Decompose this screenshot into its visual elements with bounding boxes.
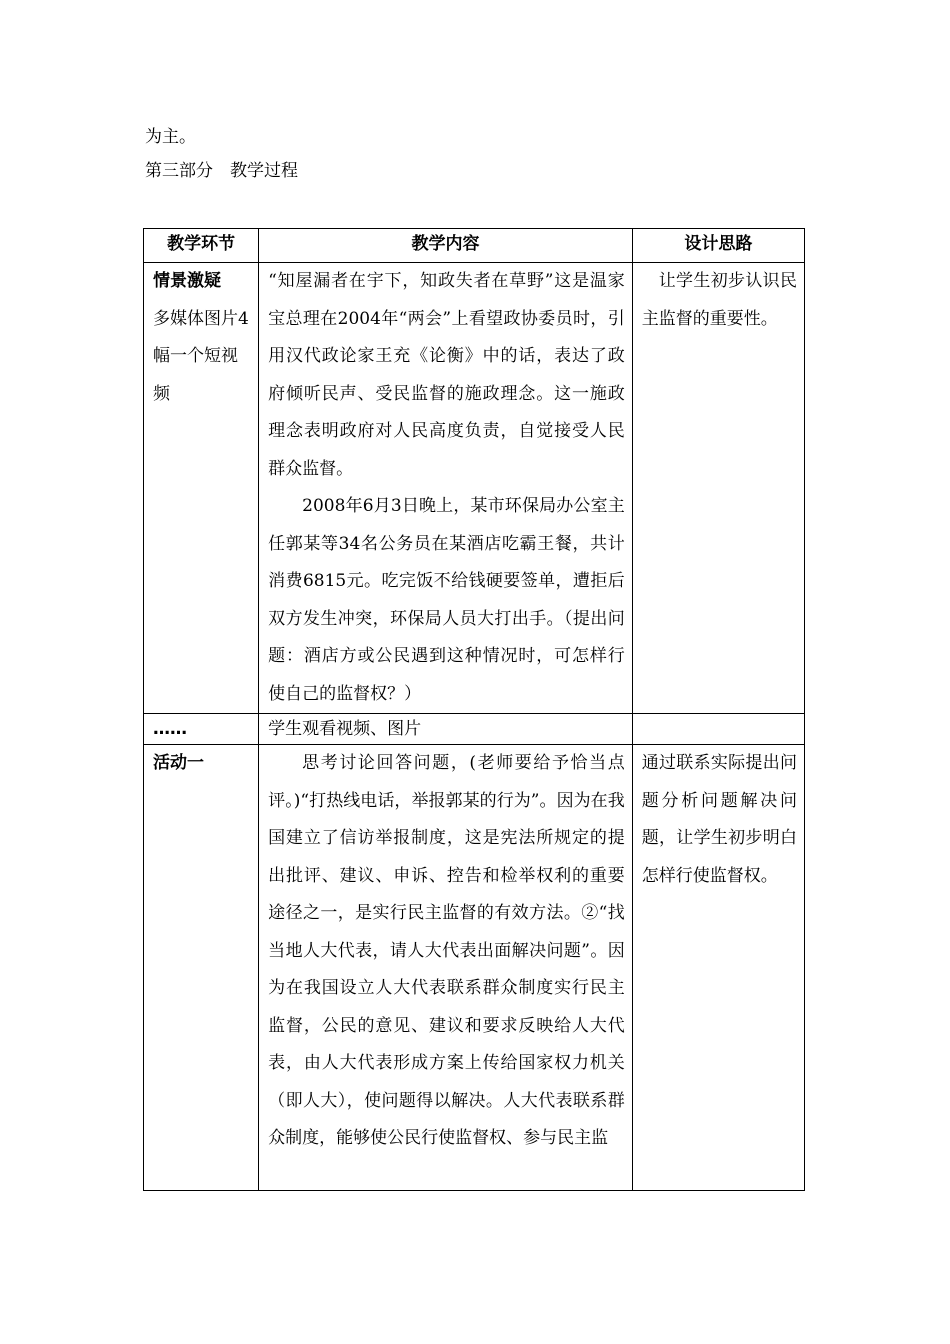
header-content: 教学内容 (259, 229, 633, 263)
content-cell (259, 745, 633, 1191)
stage-cell (144, 714, 259, 745)
design-cell: 通过联系实际提出问题分析问题解决问题，让学生初步明白怎样行使监督权。 (632, 745, 804, 1191)
stage-name: 情景激疑 (153, 271, 221, 291)
content-cell (259, 714, 633, 745)
table-row (144, 745, 805, 1191)
stage-note: 多媒体图片4幅一个短视频 (153, 308, 249, 404)
stage-name: 活动一 (153, 753, 204, 773)
header-stage: 教学环节 (144, 229, 259, 263)
content-paragraph: “知屋漏者在宇下，知政失者在草野”这是温家宝总理在2004年“两会”上看望政协委员时，引用汉代政论家王充《论衡》中的话，表达了政府倾听民声、受民监督的施政理念。这一施政理念表明政府对人民高度负责，自觉接受人民群众监督。 (268, 271, 625, 479)
table-row (144, 263, 805, 714)
content-paragraph: 2008年6月3日晚上，某市环保局办公室主任郭某等34名公务员在某酒店吃霸王餐，共计消费6815元。吃完饭不给钱硬要签单，遭拒后双方发生冲突，环保局人员大打出手。（提出问题：酒店方或公民遇到这种情况时，可怎样行使自己的监督权？） (268, 496, 625, 704)
section-heading: 第三部分 教学过程 (145, 161, 298, 181)
table-row (144, 714, 805, 745)
design-cell (632, 714, 804, 745)
content-cell (259, 263, 633, 714)
stage-cell (144, 745, 259, 1191)
content-paragraph: 学生观看视频、图片 (268, 719, 422, 739)
stage-name: …… (153, 719, 187, 739)
teaching-process-table (143, 228, 805, 1191)
design-cell: 让学生初步认识民主监督的重要性。 (632, 263, 804, 714)
stage-cell (144, 263, 259, 714)
content-paragraph: 思考讨论回答问题，(老师要给予恰当点评。)“打热线电话，举报郭某的行为”。因为在我国建立了信访举报制度，这是宪法所规定的提出批评、建议、申诉、控告和检举权利的重要途径之一，是实行民主监督的有效方法。②“找当地人大代表，请人大代表出面解决问题”。因为在我国设立人大代表联系群众制度实行民主监督，公民的意见、建议和要求反映给人大代表，由人大代表形成方案上传给国家权力机关（即人大），使问题得以解决。人大代表联系群众制度，能够使公民行使监督权、参与民主监 (268, 753, 625, 1148)
table-header-row (144, 229, 805, 263)
header-design: 设计思路 (632, 229, 804, 263)
intro-trailing-text: 为主。 (145, 127, 196, 147)
